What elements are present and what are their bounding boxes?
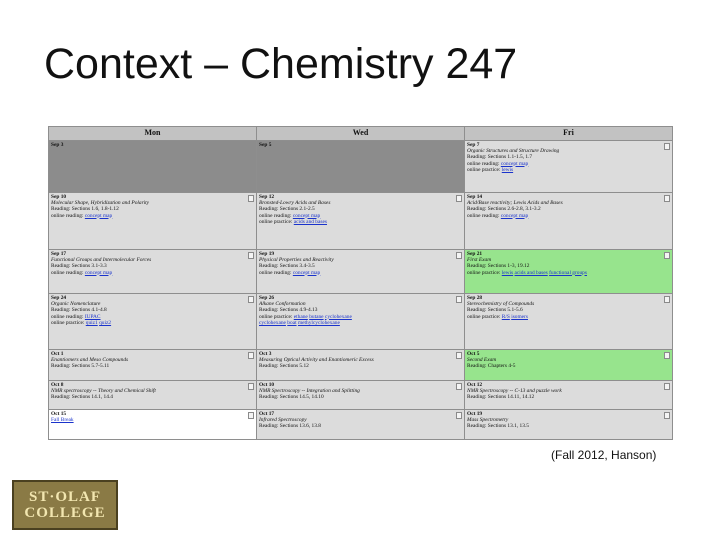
day-date: Sep 10	[51, 194, 67, 200]
resource-link[interactable]: lewis	[501, 269, 514, 276]
day-date: Sep 3	[51, 142, 64, 148]
day-topic: NMR Spectroscopy -- Integration and Splitting	[259, 388, 360, 395]
calendar-day-mon	[49, 350, 257, 381]
calendar-day-wed	[257, 350, 465, 381]
day-topic: Enantiomers and Meso Compounds	[51, 357, 129, 364]
detail-label: Reading: Sections 1-3, 19.12	[467, 263, 530, 270]
day-topic: First Exam	[467, 257, 492, 264]
day-marker-icon	[664, 412, 670, 419]
day-marker-icon	[456, 252, 462, 259]
resource-link[interactable]: concept map	[292, 269, 321, 276]
resource-link[interactable]: cyclohexane	[324, 313, 352, 320]
day-marker-icon	[248, 383, 254, 390]
day-date: Oct 17	[259, 411, 275, 417]
calendar-day-fri	[465, 250, 673, 294]
day-detail-line	[259, 363, 462, 369]
day-marker-icon	[664, 383, 670, 390]
day-marker-icon	[248, 252, 254, 259]
day-date: Sep 14	[467, 194, 483, 200]
calendar-day-fri	[465, 350, 673, 381]
day-marker-icon	[248, 296, 254, 303]
day-detail-line	[51, 270, 254, 276]
calendar-week-row	[49, 381, 673, 410]
detail-label: Reading: Sections 4.1-4.8	[51, 307, 107, 314]
calendar-week-row	[49, 294, 673, 350]
day-detail-line	[467, 167, 670, 173]
day-marker-icon	[664, 195, 670, 202]
day-marker-icon	[456, 412, 462, 419]
detail-label: Reading: Sections 3.4-3.5	[259, 263, 315, 270]
day-date: Oct 15	[51, 411, 67, 417]
detail-label: online reading:	[259, 269, 292, 276]
detail-label: Reading: Sections 1.1-1.5, 1.7	[467, 154, 533, 161]
detail-label: Reading: Sections 2.1-2.5	[259, 206, 315, 213]
day-detail-line	[51, 320, 254, 326]
detail-label: Reading: Chapters 4-5	[467, 363, 516, 370]
day-date: Oct 3	[259, 351, 272, 357]
day-topic: Stereochemistry of Compounds	[467, 301, 535, 308]
detail-label: Reading: Sections 5.7-5.11	[51, 363, 110, 370]
detail-label: Reading: Sections 2.6-2.8, 3.1-3.2	[467, 206, 541, 213]
detail-label: online reading:	[467, 160, 500, 167]
resource-link[interactable]: lewis	[501, 166, 514, 173]
day-topic: NMR Spectroscopy -- C-13 and puzzle work	[467, 388, 562, 395]
detail-label: Reading: Sections 3.1-3.3	[51, 263, 107, 270]
day-marker-icon	[664, 352, 670, 359]
day-detail-line	[51, 417, 254, 423]
detail-label: online practice:	[259, 218, 293, 225]
resource-link[interactable]: functional groups	[549, 269, 587, 276]
day-marker-icon	[664, 296, 670, 303]
day-marker-icon	[664, 143, 670, 150]
day-topic: Bronsted-Lowry Acids and Bases	[259, 200, 331, 207]
resource-link[interactable]: concept map	[292, 212, 321, 219]
calendar-day-mon	[49, 250, 257, 294]
day-topic: Molecular Shape, Hybridization and Polarity	[51, 200, 150, 207]
detail-label: online practice:	[467, 166, 501, 173]
resource-link[interactable]: boat	[287, 319, 297, 326]
day-topic: NMR spectroscopy -- Theory and Chemical Shift	[51, 388, 156, 395]
calendar-day-fri	[465, 193, 673, 250]
detail-label: Reading: Sections 5.1-5.6	[467, 307, 523, 314]
resource-link[interactable]: acids and bases	[514, 269, 548, 276]
detail-label: Reading: Sections 13.1, 13.5	[467, 423, 529, 430]
calendar-day-wed	[257, 381, 465, 410]
day-marker-icon	[248, 195, 254, 202]
day-date: Oct 12	[467, 382, 483, 388]
resource-link[interactable]: ethane	[293, 313, 308, 320]
detail-label: Reading: Sections 13.6, 13.8	[259, 423, 321, 430]
day-date: Sep 17	[51, 251, 67, 257]
day-date: Oct 5	[467, 351, 480, 357]
calendar-week-row	[49, 350, 673, 381]
day-date: Oct 19	[467, 411, 483, 417]
day-topic: Organic Nomenclature	[51, 301, 101, 308]
day-date: Sep 24	[51, 295, 67, 301]
slide-caption: (Fall 2012, Hanson)	[551, 448, 657, 462]
day-detail-line	[467, 423, 670, 429]
calendar-header-fri: Fri	[465, 127, 673, 141]
day-detail-line	[467, 213, 670, 219]
detail-label: Reading: Sections 14.11, 14.12	[467, 394, 535, 401]
day-marker-icon	[456, 383, 462, 390]
day-date: Sep 28	[467, 295, 483, 301]
day-marker-icon	[456, 352, 462, 359]
resource-link[interactable]: methylcyclohexane	[297, 319, 340, 326]
calendar-day-wed	[257, 193, 465, 250]
day-topic: Acid/Base reactivity; Lewis Acids and Bases	[467, 200, 563, 207]
calendar-day-fri	[465, 141, 673, 193]
day-marker-icon	[456, 296, 462, 303]
detail-label: online practice:	[51, 319, 85, 326]
calendar-day-mon	[49, 193, 257, 250]
slide-title: Context – Chemistry 247	[44, 40, 518, 88]
resource-link[interactable]: butane	[309, 313, 324, 320]
day-date: Sep 5	[259, 142, 272, 148]
detail-label: online practice:	[467, 269, 501, 276]
detail-label: Reading: Sections 14.5, 14.10	[259, 394, 324, 401]
calendar-day-wed	[257, 410, 465, 440]
calendar-body	[49, 141, 673, 440]
calendar-week-row	[49, 250, 673, 294]
resource-link[interactable]: concept map	[84, 212, 113, 219]
detail-label: Reading: Sections 1.6, 1.8-1.12	[51, 206, 119, 213]
resource-link[interactable]: acids and bases	[293, 218, 327, 225]
detail-label: online reading:	[51, 313, 84, 320]
day-topic: Organic Structures and Structure Drawing	[467, 148, 560, 155]
detail-label: online reading:	[51, 269, 84, 276]
detail-label: Reading: Sections 4.9-4.13	[259, 307, 318, 314]
st-olaf-college-logo	[12, 480, 118, 530]
day-marker-icon	[248, 412, 254, 419]
day-detail-line	[467, 394, 670, 400]
detail-label: online practice:	[467, 313, 501, 320]
calendar-header-wed: Wed	[257, 127, 465, 141]
day-topic: Infrared Spectroscopy	[259, 417, 307, 424]
calendar-day-mon	[49, 141, 257, 193]
day-date: Sep 12	[259, 194, 275, 200]
calendar-header-mon: Mon	[49, 127, 257, 141]
day-date: Oct 10	[259, 382, 275, 388]
resource-link[interactable]: concept map	[500, 212, 529, 219]
day-topic: Measuring Optical Activity and Enantiomeric Excess	[259, 357, 374, 364]
calendar-day-mon	[49, 410, 257, 440]
detail-label: Reading: Sections 5.12	[259, 363, 309, 370]
day-marker-icon	[248, 352, 254, 359]
resource-link[interactable]: isomers	[511, 313, 528, 320]
logo-line-1: ST·OLAF	[28, 489, 102, 505]
day-date: Sep 26	[259, 295, 275, 301]
day-detail-line	[51, 363, 254, 369]
day-detail-line	[51, 213, 254, 219]
calendar-day-fri	[465, 294, 673, 350]
day-date: Oct 1	[51, 351, 64, 357]
day-detail-line	[467, 314, 670, 320]
calendar-day-wed	[257, 294, 465, 350]
logo-line-2: COLLEGE	[24, 505, 106, 521]
day-detail-line	[467, 270, 670, 276]
day-topic: Functional Groups and Intermolecular Forces	[51, 257, 152, 264]
detail-label: online practice:	[259, 313, 293, 320]
day-marker-icon	[456, 195, 462, 202]
calendar-day-mon	[49, 294, 257, 350]
resource-link[interactable]: quiz1	[85, 319, 98, 326]
day-detail-line	[259, 219, 462, 225]
day-topic: Mass Spectrometry	[467, 417, 509, 424]
day-detail-line	[259, 423, 462, 429]
detail-label: online reading:	[51, 212, 84, 219]
day-marker-icon	[664, 252, 670, 259]
calendar-day-wed	[257, 250, 465, 294]
day-detail-line	[259, 270, 462, 276]
resource-link[interactable]: IUPAC	[84, 313, 101, 320]
calendar-day-wed	[257, 141, 465, 193]
resource-link[interactable]: R/S	[501, 313, 510, 320]
day-detail-line	[259, 394, 462, 400]
calendar-week-row	[49, 193, 673, 250]
day-detail-line	[51, 394, 254, 400]
day-date: Oct 8	[51, 382, 64, 388]
course-calendar	[48, 126, 673, 440]
calendar-day-fri	[465, 381, 673, 410]
day-date: Sep 7	[467, 142, 480, 148]
day-detail-line	[467, 363, 670, 369]
resource-link[interactable]: concept map	[500, 160, 529, 167]
calendar-day-fri	[465, 410, 673, 440]
day-date: Sep 19	[259, 251, 275, 257]
calendar-week-row	[49, 410, 673, 440]
resource-link[interactable]: Fall Break	[51, 417, 74, 424]
day-date: Sep 21	[467, 251, 483, 257]
day-detail-line	[259, 320, 462, 326]
calendar-week-row	[49, 141, 673, 193]
resource-link[interactable]: concept map	[84, 269, 113, 276]
detail-label: Reading: Sections 14.1, 14.4	[51, 394, 113, 401]
day-topic: Second Exam	[467, 357, 497, 364]
day-topic: Alkane Conformation	[259, 301, 306, 308]
resource-link[interactable]: cyclohexane	[259, 319, 286, 326]
day-topic: Physical Properties and Reactivity	[259, 257, 334, 264]
calendar-day-mon	[49, 381, 257, 410]
detail-label: online reading:	[259, 212, 292, 219]
detail-label: online reading:	[467, 212, 500, 219]
resource-link[interactable]: quiz2	[99, 319, 112, 326]
